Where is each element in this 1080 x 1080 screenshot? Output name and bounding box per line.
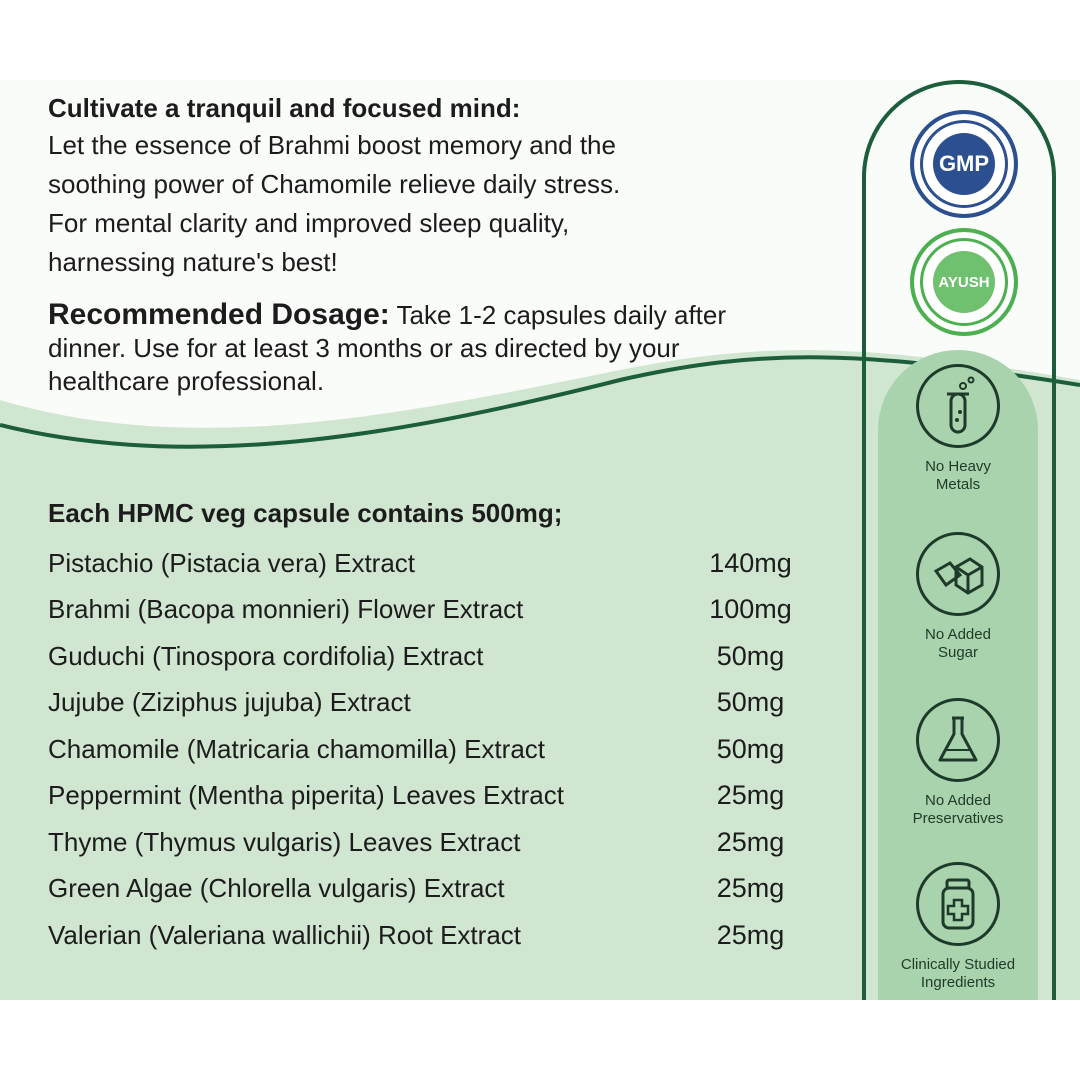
- feature-no-added-preservatives: [878, 698, 1038, 828]
- ingredient-row: [48, 680, 808, 727]
- ingredient-amount: 140mg: [709, 547, 792, 578]
- feature-label: No Added Preservatives: [912, 792, 1004, 827]
- feature-label: Clinically Studied Ingredients: [900, 956, 1016, 991]
- ingredient-amount: 50mg: [716, 687, 785, 718]
- ingredient-row: [48, 912, 808, 959]
- ingredient-row: [48, 773, 808, 820]
- intro-line: Let the essence of Brahmi boost memory and the: [48, 130, 616, 160]
- dosage-section: [48, 298, 808, 398]
- ingredients-title: Each HPMC veg capsule contains 500mg;: [48, 498, 563, 528]
- intro-line: For mental clarity and improved sleep quality,: [48, 208, 570, 238]
- ingredient-name: Guduchi (Tinospora cordifolia) Extract: [48, 640, 484, 671]
- intro-section: [48, 90, 828, 282]
- ingredient-amount: 100mg: [709, 594, 792, 625]
- feature-label: No Heavy Metals: [925, 458, 991, 493]
- ingredient-row: [48, 819, 808, 866]
- ingredient-row: [48, 866, 808, 913]
- ingredient-name: Green Algae (Chlorella vulgaris) Extract: [48, 873, 505, 904]
- ayush-seal: [910, 228, 1018, 336]
- ingredient-row: [48, 633, 808, 680]
- ingredient-row: [48, 726, 808, 773]
- test-tube-icon: [916, 364, 1000, 448]
- gmp-seal-text: GMP: [933, 133, 995, 195]
- ingredient-amount: 25mg: [716, 919, 785, 950]
- ingredient-name: Jujube (Ziziphus jujuba) Extract: [48, 687, 411, 718]
- dosage-text: Take 1-2 capsules daily after dinner. Use for at least 3 months or as directed by your healthcare professional.: [48, 300, 727, 396]
- ingredient-row: [48, 540, 808, 587]
- ingredient-amount: 50mg: [716, 640, 785, 671]
- gmp-seal: [910, 110, 1018, 218]
- flask-icon: [916, 698, 1000, 782]
- ingredient-name: Brahmi (Bacopa monnieri) Flower Extract: [48, 594, 524, 625]
- feature-no-heavy-metals: [878, 364, 1038, 494]
- ingredient-amount: 25mg: [716, 873, 785, 904]
- intro-heading: Cultivate a tranquil and focused mind:: [48, 93, 521, 123]
- feature-label: No Added Sugar: [925, 626, 991, 661]
- ingredient-row: [48, 587, 808, 634]
- ingredients-list: [48, 540, 808, 959]
- ingredient-name: Chamomile (Matricaria chamomilla) Extract: [48, 733, 545, 764]
- sugar-cubes-icon: [916, 532, 1000, 616]
- dosage-label: Recommended Dosage:: [48, 298, 390, 331]
- intro-line: harnessing nature's best!: [48, 247, 338, 277]
- feature-no-added-sugar: [878, 532, 1038, 662]
- ingredient-amount: 25mg: [716, 826, 785, 857]
- ingredient-amount: 25mg: [716, 780, 785, 811]
- ingredient-name: Thyme (Thymus vulgaris) Leaves Extract: [48, 826, 521, 857]
- ayush-seal-text: AYUSH: [933, 251, 995, 313]
- feature-clinically-studied: [878, 862, 1038, 992]
- ingredient-name: Pistachio (Pistacia vera) Extract: [48, 547, 416, 578]
- medicine-jar-icon: [916, 862, 1000, 946]
- ingredient-name: Valerian (Valeriana wallichii) Root Extract: [48, 919, 522, 950]
- ingredient-name: Peppermint (Mentha piperita) Leaves Extract: [48, 780, 564, 811]
- ingredient-amount: 50mg: [716, 733, 785, 764]
- intro-line: soothing power of Chamomile relieve daily stress.: [48, 169, 621, 199]
